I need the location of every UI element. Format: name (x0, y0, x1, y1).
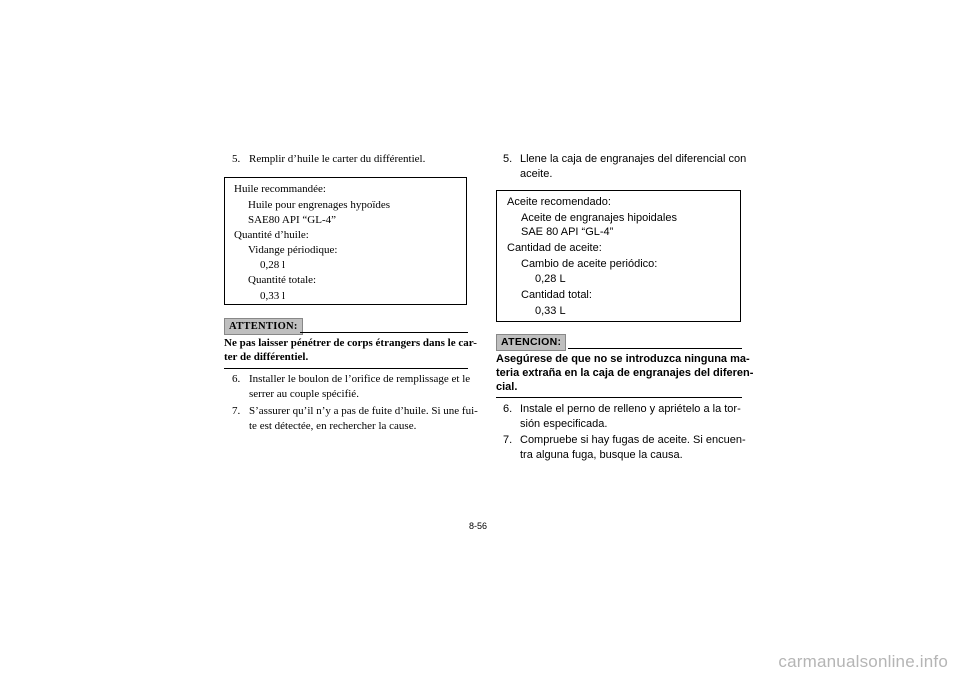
es-step-7-text-line-1: Compruebe si hay fugas de aceite. Si encuen- (520, 434, 746, 446)
es-periodic-change-value: 0,28 L (535, 273, 566, 285)
fr-recommended-oil-type: Huile pour engrenages hypoïdes (248, 199, 391, 211)
page-number: 8-56 (469, 521, 488, 531)
es-step-7-number: 7. (503, 434, 513, 446)
fr-recommended-oil-grade: SAE80 API “GL-4” (248, 214, 336, 226)
es-attention-text-line-3: cial. (496, 381, 518, 393)
es-step-5-number: 5. (503, 153, 513, 165)
es-attention-text-line-2: teria extraña en la caja de engranajes del diferen- (496, 367, 754, 379)
es-attention-rule (568, 348, 742, 349)
es-step-5-text-line-1: Llene la caja de engranajes del diferencial con (520, 153, 747, 165)
es-total-quantity-label: Cantidad total: (521, 289, 592, 301)
es-step-5-cont (520, 167, 552, 182)
es-step-6-cont (520, 417, 607, 432)
es-attention-bottom-rule (496, 397, 742, 398)
fr-attention-rule (300, 332, 468, 333)
es-step-6-text-line-1: Instale el perno de relleno y apriételo a la tor- (520, 403, 741, 415)
fr-step-6-text-line-1: Installer le boulon de l’orifice de remplissage et le (249, 373, 471, 385)
es-oil-quantity-label: Cantidad de aceite: (507, 242, 602, 254)
fr-total-quantity-label: Quantité totale: (248, 274, 317, 286)
fr-attention-bottom-rule (224, 368, 468, 369)
fr-attention-text-line-1: Ne pas laisser pénétrer de corps étrangers dans le car- (224, 337, 477, 349)
es-step-6-text-line-2: sión especificada. (520, 418, 608, 430)
fr-step-5-text: Remplir d’huile le carter du différentiel. (249, 153, 426, 165)
fr-recommended-oil-label: Huile recommandée: (234, 183, 326, 195)
watermark-text: carmanualsonline.info (778, 652, 948, 671)
es-recommended-oil-label: Aceite recomendado: (507, 196, 611, 208)
es-oil-spec-box (496, 190, 741, 322)
es-step-5-text-line-2: aceite. (520, 168, 553, 180)
fr-step-7-text-line-2: te est détectée, en rechercher la cause. (249, 420, 417, 432)
es-attention-badge: ATENCION: (496, 334, 566, 351)
es-recommended-oil-type: Aceite de engranajes hipoidales (521, 212, 677, 224)
fr-step-5-number: 5. (232, 153, 241, 165)
es-periodic-change-label: Cambio de aceite periódico: (521, 258, 658, 270)
fr-step-6-number: 6. (232, 373, 241, 385)
fr-attention-badge: ATTENTION: (224, 318, 303, 335)
fr-step-6-cont (249, 387, 359, 402)
fr-step-7-text-line-1: S’assurer qu’il n’y a pas de fuite d’huile. Si une fui- (249, 405, 478, 417)
es-step-7-text-line-2: tra alguna fuga, busque la causa. (520, 449, 683, 461)
es-total-quantity-value: 0,33 L (535, 305, 566, 317)
es-step-6-number: 6. (503, 403, 513, 415)
fr-periodic-change-label: Vidange périodique: (248, 244, 338, 256)
fr-attention-text-line-2: ter de différentiel. (224, 351, 309, 363)
fr-total-quantity-value: 0,33 l (260, 290, 286, 302)
fr-step-7-number: 7. (232, 405, 241, 417)
fr-step-6-text-line-2: serrer au couple spécifié. (249, 388, 359, 400)
fr-periodic-change-value: 0,28 l (260, 259, 286, 271)
es-attention-text-line-1: Asegúrese de que no se introduzca ninguna ma- (496, 353, 750, 365)
fr-step-7-cont (249, 419, 416, 434)
es-recommended-oil-grade: SAE 80 API “GL-4” (521, 226, 614, 238)
fr-oil-quantity-label: Quantité d’huile: (234, 229, 309, 241)
es-step-7-cont (520, 448, 683, 463)
